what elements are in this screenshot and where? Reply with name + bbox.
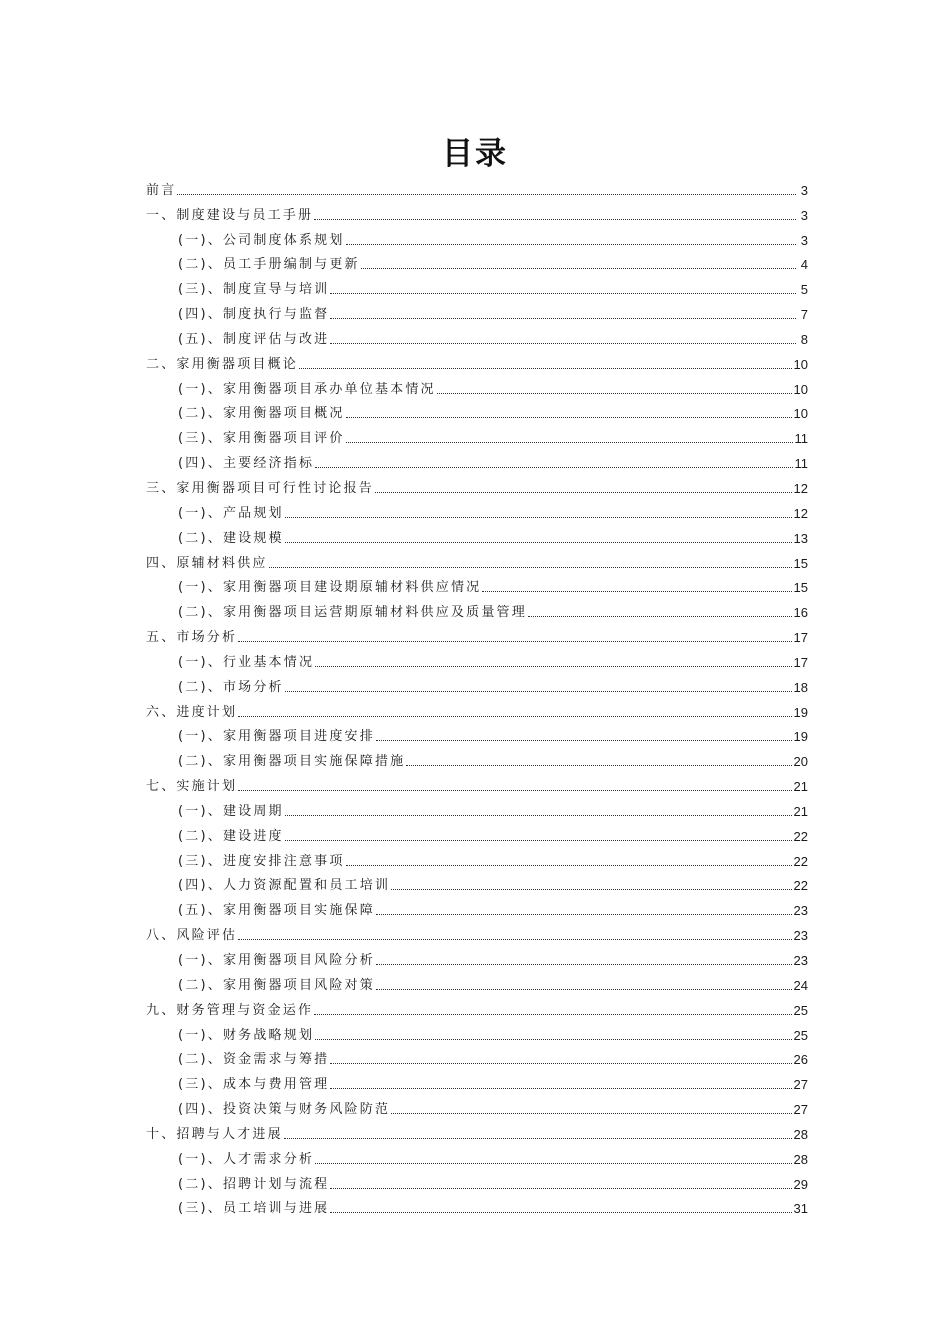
toc-entry-label: (五)、家用衡器项目实施保障 — [178, 903, 375, 919]
toc-entry-label: (一)、产品规划 — [178, 505, 284, 521]
toc-entry[interactable] — [146, 373, 808, 398]
toc-entry[interactable] — [146, 1193, 808, 1218]
dot-leader — [330, 293, 796, 294]
toc-entry-label: (二)、家用衡器项目风险对策 — [178, 977, 375, 993]
toc-entry-page-number: 10 — [793, 406, 808, 422]
toc-entry-page-number: 26 — [793, 1052, 808, 1068]
dot-leader — [376, 740, 792, 741]
dot-leader — [346, 865, 792, 866]
toc-entry-page-number: 4 — [800, 257, 808, 273]
toc-entry-label: (三)、进度安排注意事项 — [178, 853, 345, 869]
toc-entry[interactable] — [146, 1093, 808, 1118]
toc-entry-page-number: 25 — [793, 1027, 808, 1043]
dot-leader — [315, 666, 791, 667]
toc-entry-label: (四)、人力资源配置和员工培训 — [178, 878, 391, 894]
toc-entry[interactable] — [146, 323, 808, 348]
dot-leader — [269, 567, 792, 568]
toc-entry-page-number: 15 — [793, 580, 808, 596]
dot-leader — [376, 914, 792, 915]
dot-leader — [437, 393, 792, 394]
dot-leader — [285, 840, 792, 841]
toc-entry-page-number: 25 — [793, 1002, 808, 1018]
toc-entry-label: (五)、制度评估与改进 — [178, 331, 330, 347]
table-of-contents — [146, 174, 808, 1217]
dot-leader — [330, 1063, 791, 1064]
toc-entry-label: (二)、家用衡器项目实施保障措施 — [178, 754, 406, 770]
toc-entry-label: (三)、制度宣导与培训 — [178, 282, 330, 298]
dot-leader — [346, 417, 792, 418]
toc-entry-label: 五、市场分析 — [146, 630, 238, 646]
toc-entry-label: 八、风险评估 — [146, 928, 238, 944]
dot-leader — [346, 244, 796, 245]
toc-entry-page-number: 21 — [793, 803, 808, 819]
toc-entry-page-number: 11 — [794, 431, 808, 447]
toc-entry[interactable] — [146, 919, 808, 944]
toc-entry[interactable] — [146, 199, 808, 224]
dot-leader — [285, 815, 792, 816]
dot-leader — [285, 542, 792, 543]
toc-entry[interactable] — [146, 671, 808, 696]
toc-entry-page-number: 5 — [800, 282, 808, 298]
toc-entry-label: (一)、建设周期 — [178, 803, 284, 819]
dot-leader — [285, 691, 792, 692]
toc-entry[interactable] — [146, 249, 808, 274]
toc-entry[interactable] — [146, 572, 808, 597]
dot-leader — [330, 343, 796, 344]
toc-entry-page-number: 27 — [793, 1102, 808, 1118]
toc-entry[interactable] — [146, 894, 808, 919]
toc-entry-page-number: 23 — [793, 953, 808, 968]
dot-leader — [238, 790, 791, 791]
dot-leader — [375, 492, 792, 493]
toc-entry-label: (一)、公司制度体系规划 — [178, 232, 345, 248]
toc-entry-label: 六、进度计划 — [146, 704, 238, 720]
toc-entry-label: (二)、资金需求与筹措 — [178, 1052, 330, 1068]
toc-entry-page-number: 17 — [793, 654, 808, 670]
dot-leader — [314, 219, 796, 220]
dot-leader — [284, 1138, 792, 1139]
toc-entry[interactable] — [146, 1118, 808, 1143]
toc-entry[interactable] — [146, 224, 808, 249]
dot-leader — [315, 1163, 791, 1164]
toc-entry-page-number: 12 — [793, 480, 808, 496]
toc-entry-label: 九、财务管理与资金运作 — [146, 1002, 314, 1018]
page-title: 目录 — [442, 136, 508, 172]
toc-entry[interactable] — [146, 795, 808, 820]
dot-leader — [406, 765, 791, 766]
dot-leader — [315, 1039, 791, 1040]
toc-entry[interactable] — [146, 944, 808, 969]
dot-leader — [361, 268, 796, 269]
dot-leader — [330, 318, 796, 319]
toc-entry-page-number: 28 — [793, 1126, 808, 1142]
toc-entry-page-number: 19 — [793, 704, 808, 720]
toc-entry[interactable] — [146, 994, 808, 1019]
toc-entry[interactable] — [146, 820, 808, 845]
toc-entry-label: (一)、家用衡器项目进度安排 — [178, 729, 375, 745]
toc-entry[interactable] — [146, 547, 808, 572]
toc-entry-label: (一)、行业基本情况 — [178, 654, 315, 670]
dot-leader — [238, 716, 791, 717]
toc-entry-page-number: 13 — [793, 530, 808, 546]
toc-entry-page-number: 27 — [793, 1077, 808, 1093]
toc-entry-page-number: 19 — [793, 729, 808, 745]
dot-leader — [314, 1014, 791, 1015]
toc-entry-page-number: 10 — [793, 381, 808, 397]
dot-leader — [177, 194, 796, 195]
toc-entry-page-number: 21 — [793, 779, 808, 795]
toc-entry[interactable] — [146, 1168, 808, 1193]
toc-entry[interactable] — [146, 1068, 808, 1093]
toc-entry-label: (一)、家用衡器项目建设期原辅材料供应情况 — [178, 580, 482, 596]
toc-entry-label: (四)、制度执行与监督 — [178, 307, 330, 323]
toc-entry-page-number: 23 — [793, 903, 808, 919]
toc-entry-page-number: 20 — [793, 754, 808, 770]
toc-entry-label: (一)、家用衡器项目承办单位基本情况 — [178, 381, 436, 397]
toc-entry-label: 前言 — [146, 182, 177, 198]
dot-leader — [346, 442, 793, 443]
toc-entry-page-number: 11 — [794, 456, 808, 472]
toc-entry[interactable] — [146, 845, 808, 870]
dot-leader — [330, 1088, 791, 1089]
dot-leader — [376, 989, 792, 990]
dot-leader — [330, 1188, 791, 1189]
toc-entry[interactable] — [146, 1019, 808, 1044]
toc-entry-label: (二)、建设进度 — [178, 828, 284, 844]
toc-entry[interactable] — [146, 1143, 808, 1168]
toc-entry-page-number: 15 — [793, 555, 808, 571]
toc-entry[interactable] — [146, 621, 808, 646]
toc-entry-label: 三、家用衡器项目可行性讨论报告 — [146, 480, 375, 496]
toc-entry-label: (四)、主要经济指标 — [178, 456, 315, 472]
toc-entry[interactable] — [146, 696, 808, 721]
toc-entry[interactable] — [146, 174, 808, 199]
toc-entry-label: (二)、员工手册编制与更新 — [178, 257, 360, 273]
toc-entry-label: (二)、家用衡器项目概况 — [178, 406, 345, 422]
toc-entry-label: 十、招聘与人才进展 — [146, 1126, 283, 1142]
toc-entry-label: (三)、家用衡器项目评价 — [178, 431, 345, 447]
toc-entry-label: (四)、投资决策与财务风险防范 — [178, 1102, 391, 1118]
toc-entry-page-number: 3 — [800, 182, 808, 198]
toc-entry-label: (二)、建设规模 — [178, 530, 284, 546]
toc-entry-label: (一)、家用衡器项目风险分析 — [178, 953, 375, 968]
toc-entry[interactable] — [146, 770, 808, 795]
dot-leader — [315, 467, 792, 468]
dot-leader — [238, 939, 791, 940]
dot-leader — [299, 368, 792, 369]
toc-entry-page-number: 17 — [793, 630, 808, 646]
toc-entry[interactable] — [146, 1044, 808, 1069]
toc-entry[interactable] — [146, 596, 808, 621]
toc-entry[interactable] — [146, 522, 808, 547]
toc-entry[interactable] — [146, 646, 808, 671]
toc-entry-page-number: 18 — [793, 679, 808, 695]
toc-entry[interactable] — [146, 472, 808, 497]
toc-entry-page-number: 31 — [793, 1201, 808, 1217]
toc-entry-label: (二)、家用衡器项目运营期原辅材料供应及质量管理 — [178, 605, 527, 621]
toc-entry-page-number: 22 — [793, 828, 808, 844]
toc-entry-page-number: 16 — [793, 605, 808, 621]
toc-entry-label: 七、实施计划 — [146, 779, 238, 795]
toc-entry[interactable] — [146, 422, 808, 447]
dot-leader — [376, 964, 792, 965]
dot-leader — [391, 1113, 791, 1114]
toc-entry-label: (三)、成本与费用管理 — [178, 1077, 330, 1093]
toc-entry-label: (一)、人才需求分析 — [178, 1151, 315, 1167]
toc-entry-page-number: 23 — [793, 928, 808, 944]
toc-entry-label: 二、家用衡器项目概论 — [146, 356, 299, 372]
toc-entry-label: (二)、市场分析 — [178, 679, 284, 695]
toc-entry-page-number: 12 — [793, 505, 808, 521]
toc-entry[interactable] — [146, 273, 808, 298]
toc-entry[interactable] — [146, 870, 808, 895]
dot-leader — [238, 641, 791, 642]
toc-entry-page-number: 22 — [793, 878, 808, 894]
toc-entry[interactable] — [146, 745, 808, 770]
toc-entry[interactable] — [146, 497, 808, 522]
toc-entry[interactable] — [146, 398, 808, 423]
dot-leader — [391, 889, 791, 890]
toc-entry-label: (三)、员工培训与进展 — [178, 1201, 330, 1217]
toc-entry[interactable] — [146, 721, 808, 746]
toc-entry[interactable] — [146, 447, 808, 472]
toc-entry-page-number: 3 — [800, 232, 808, 248]
toc-entry-page-number: 29 — [793, 1176, 808, 1192]
toc-entry[interactable] — [146, 348, 808, 373]
toc-entry-page-number: 24 — [793, 977, 808, 993]
toc-entry-label: 四、原辅材料供应 — [146, 555, 268, 571]
toc-entry-page-number: 22 — [793, 853, 808, 869]
toc-entry-label: (二)、招聘计划与流程 — [178, 1176, 330, 1192]
toc-entry-page-number: 10 — [793, 356, 808, 372]
toc-entry-page-number: 7 — [800, 307, 808, 323]
toc-entry-label: 一、制度建设与员工手册 — [146, 207, 314, 223]
dot-leader — [528, 616, 792, 617]
toc-entry[interactable] — [146, 298, 808, 323]
toc-entry-page-number: 8 — [800, 331, 808, 347]
toc-entry[interactable] — [146, 969, 808, 994]
toc-entry-page-number: 3 — [800, 207, 808, 223]
dot-leader — [330, 1212, 791, 1213]
dot-leader — [285, 517, 792, 518]
toc-entry-page-number: 28 — [793, 1151, 808, 1167]
toc-entry-label: (一)、财务战略规划 — [178, 1027, 315, 1043]
dot-leader — [482, 591, 791, 592]
